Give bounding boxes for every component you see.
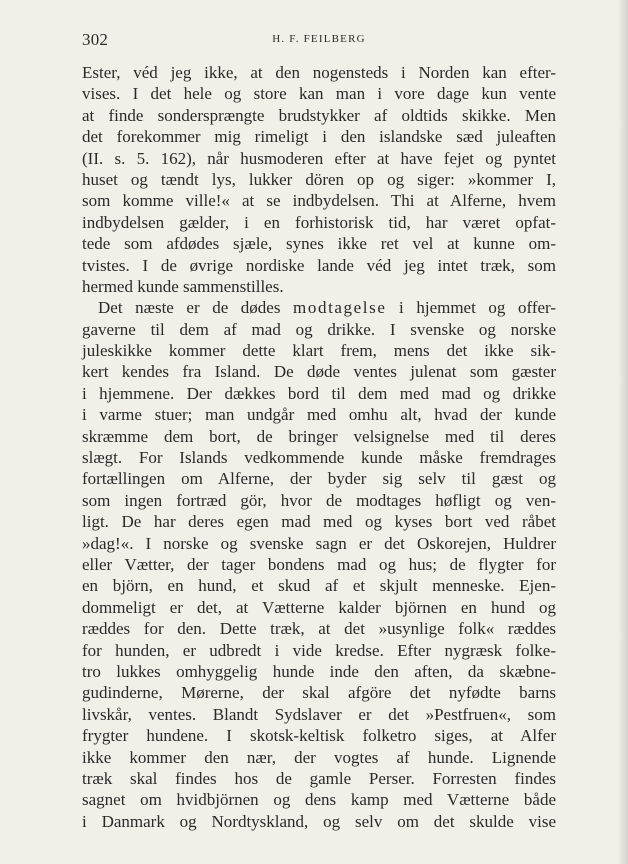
text-line: for hunden, er udbredt i vide kredse. Efter nygræsk folke- — [82, 640, 556, 660]
text-line: eller Vætter, der tager bondens mad og hus; de flygter for — [82, 554, 556, 574]
text-line: frygter hundene. I skotsk-keltisk folketro siges, at Alfer — [82, 726, 556, 746]
running-head: H. F. FEILBERG — [272, 33, 366, 45]
text-line: huset og tændt lys, lukker dören op og siger: »kommer I, — [82, 169, 556, 189]
text-line: træk skal findes hos de gamle Perser. Forresten findes — [82, 768, 556, 788]
text-line: ikke kommer den nær, der vogtes af hunde. Lignende — [82, 747, 556, 767]
text-line: tro lukkes omhyggelig hunde inde den aften, da skæbne- — [82, 661, 556, 681]
page-number: 302 — [82, 30, 109, 49]
text-line: gaverne til dem af mad og drikke. I svenske og norske — [82, 319, 556, 339]
text-line: skræmme dem bort, de bringer velsignelse med til deres — [82, 426, 556, 446]
text-line: ræddes for den. Dette træk, at det »usynlige folk« ræddes — [82, 619, 556, 639]
text-line: »dag!«. I norske og svenske sagn er det Oskorejen, Huldrer — [82, 533, 556, 553]
text-line: Ester, véd jeg ikke, at den nogensteds i Norden kan efter- — [82, 63, 556, 82]
text-line: livskår, ventes. Blandt Sydslaver er det »Pestfruen«, som — [82, 704, 556, 724]
text-line: fortællingen om Alferne, der byder sig selv til gæst og — [82, 469, 556, 489]
text-segment: i hjemmet og offer- — [399, 298, 557, 318]
page-header — [82, 30, 556, 52]
text-line: i Danmark og Nordtyskland, og selv om det skulde vise — [82, 811, 556, 831]
text-line: tvistes. I de øvrige nordiske lande véd jeg intet træk, som — [82, 255, 556, 275]
text-line: indbydelsen gælder, i en forhistorisk tid, har været opfat- — [82, 212, 556, 232]
spaced-emphasis: modtagelse — [293, 298, 387, 318]
body-text — [82, 62, 556, 832]
text-line: i varme stuer; man undgår med omhu alt, hvad der kunde — [82, 405, 556, 425]
text-line: som ingen fortræd gör, hvor de modtages høfligt og ven- — [82, 490, 556, 510]
paragraph-2 — [82, 297, 556, 832]
text-line: tede som afdødes sjæle, synes ikke ret vel at kunne om- — [82, 234, 556, 254]
page-edge-shadow — [618, 0, 628, 864]
paragraph-1 — [82, 62, 556, 297]
text-line: kert kendes fra Island. De døde ventes julenat som gæster — [82, 362, 556, 382]
text-line: i hjemmene. Der dækkes bord til dem med mad og drikke — [82, 383, 556, 403]
text-line-first — [82, 297, 556, 318]
text-line: gudinderne, Mørerne, der skal afgöre det nyfødte barns — [82, 683, 556, 703]
text-line: at finde sondersprængte brudstykker af oldtids skikke. Men — [82, 105, 556, 125]
text-line: juleskikke kommer dette klart frem, mens det ikke sik- — [82, 341, 556, 361]
text-line: slægt. For Islands vedkommende kunde måske fremdrages — [82, 448, 556, 468]
text-segment: Det næste er de dødes — [98, 298, 281, 318]
text-line: som komme ville!« at se indbydelsen. Thi at Alferne, hvem — [82, 191, 556, 211]
text-line: (II. s. 5. 162), når husmoderen efter at have fejet og pyntet — [82, 148, 556, 168]
text-line: hermed kunde sammenstilles. — [82, 276, 284, 296]
text-line: en björn, en hund, et skud af et skjult menneske. Ejen- — [82, 576, 556, 596]
text-line: dommeligt er det, at Vætterne kalder björnen en hund og — [82, 597, 556, 617]
text-line: vises. I det hele og store kan man i vore dage kun vente — [82, 84, 556, 104]
text-line: sagnet om hvidbjörnen og dens kamp med Vætterne både — [82, 790, 556, 810]
text-line: ligt. De har deres egen mad med og kyses bort ved råbet — [82, 512, 556, 532]
text-line: det forekommer mig rimeligt i den islandske sæd juleaften — [82, 127, 556, 147]
